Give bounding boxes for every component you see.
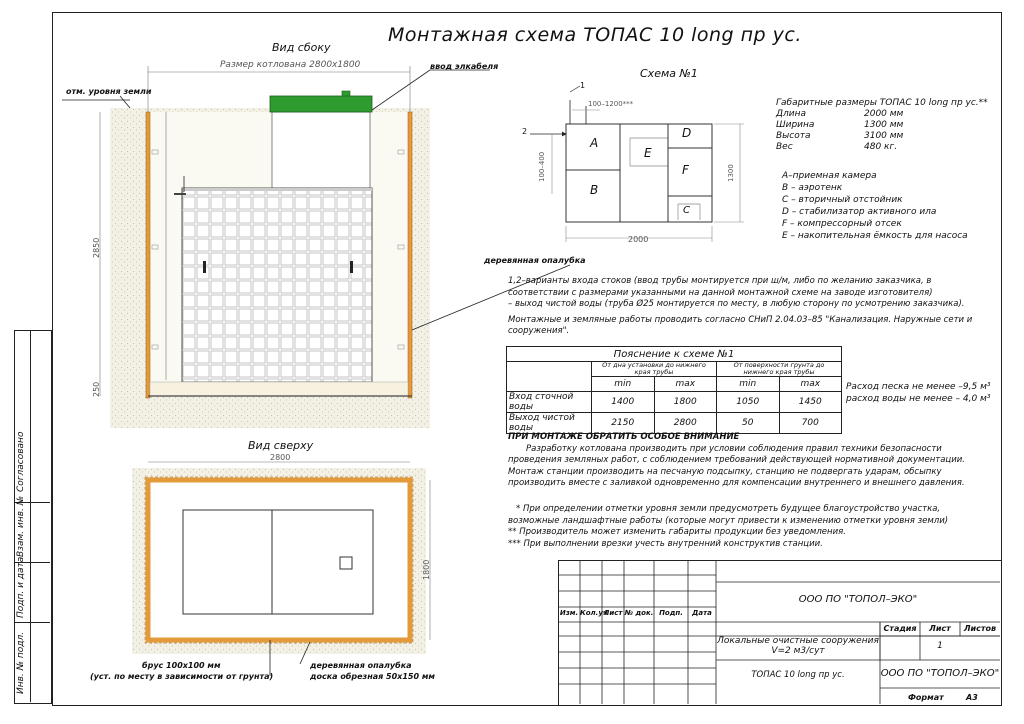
zone-d: D	[682, 126, 692, 140]
legend-item: D – стабилизатор активного ила	[782, 207, 937, 217]
stamp-sheet-label: Лист	[929, 624, 951, 633]
sign-date-label: Подп. и дата	[16, 556, 26, 618]
scheme-dim-100-400: 100–400	[538, 151, 546, 182]
sand-bed	[150, 382, 408, 396]
scheme-dim-2000: 2000	[628, 235, 649, 244]
dimensions-block: Габаритные размеры ТОПАС 10 long пр ус.** Длина 2000 мм Ширина 1300 мм Высота 3100 мм Вес 480 кг.	[776, 98, 988, 152]
formwork-right	[408, 112, 412, 398]
notes: 1,2–варианты входа стоков (ввод трубы монтируется при ш/м, либо по желанию заказчика, в соответствии с размерами указанными на данной монтажной схеме на заводе изготовителя) – выход чистой воды (труба Ø25 монтируется по месту, в любую сторону по усмотрению заказчика). Монтажные и земляные работы проводить согласно СНиП 2.04.03–85 "Канализация. Наружные сети и сооружения".	[508, 276, 973, 336]
legend-item: B – аэротенк	[782, 183, 843, 193]
legend	[782, 170, 968, 242]
legend-item: C – вторичный отстойник	[782, 195, 903, 205]
scheme-label-2: 2	[522, 127, 528, 136]
dim-250-label: 250	[92, 381, 101, 397]
zone-a: A	[590, 136, 599, 150]
tank-neck	[272, 112, 370, 188]
format-label: Формат	[908, 693, 944, 702]
legend-item: E – накопительная ёмкость для насоса	[782, 231, 968, 241]
zone-e: E	[644, 146, 652, 160]
scheme-dim-100-1200: 100–1200***	[588, 100, 634, 108]
stamp-stage-label: Стадия	[883, 624, 917, 633]
explanation-table: Пояснение к схеме №1 От дна установки до нижнего края трубы От поверхности грунта до нижнего края трубы min max min max Вход сточной воды 1400 1800 1050 1450 Выход чистой воды 2150 2800 50 700	[506, 346, 842, 434]
stamp-product: ТОПАС 10 long пр ус.	[751, 670, 845, 680]
attention-block: ПРИ МОНТАЖЕ ОБРАТИТЬ ОСОБОЕ ВНИМАНИЕ Разработку котлована производить при условии соблюдения правил техники безопасности проведения земляных работ, с соблюдением требований действующей нормативной документации. Монтаж станции производить на песчаную подсыпку, станцию не подвергать ударам, обсыпку производить вместе с заливкой одновременно для компенсации внутреннего и внешнего давления.	[508, 432, 965, 488]
stamp-sheet-num: 1	[937, 641, 943, 651]
legend-item: F – компрессорный отсек	[782, 219, 902, 229]
table-caption: Пояснение к схеме №1	[507, 347, 842, 362]
stamp-col-headers: Изм. Кол.уч Лист № док. Подп. Дата	[559, 609, 712, 617]
inv-orig-label: Инв. № подл.	[16, 631, 26, 694]
col1-header: От дна установки до нижнего края трубы	[592, 362, 717, 377]
table-row: Выход чистой воды 2150 2800 50 700	[507, 413, 842, 434]
formwork-label: деревянная опалубка	[484, 256, 586, 265]
top-dim-1800-label: 1800	[422, 559, 431, 580]
top-formwork-label: деревянная опалубка доска обрезная 50х150 мм	[310, 661, 435, 681]
zone-b: B	[590, 183, 599, 197]
cable-entry-label: ввод элкабеля	[430, 62, 499, 71]
ground-level-label: отм. уровня земли	[66, 87, 152, 96]
col2-header: От поверхности грунта до нижнего края трубы	[717, 362, 842, 377]
beam-label: брус 100х100 мм (уст. по месту в зависимости от грунта)	[90, 661, 274, 681]
legend-item: A–приемная камера	[782, 171, 877, 181]
replace-inv-label: Взам. инв. №	[16, 495, 26, 557]
format-value: А3	[966, 693, 978, 702]
tank-body	[182, 188, 372, 382]
formwork-left	[146, 112, 150, 398]
stamp-company-2: ООО ПО "ТОПОЛ–ЭКО"	[880, 668, 1000, 679]
stamp-doc-name: Локальные очистные сооружения V=2 м3/сут	[717, 636, 879, 656]
tank-lid	[270, 96, 372, 112]
consumption: Расход песка не менее –9,5 м³ расход воды не менее – 4,0 м³	[846, 382, 991, 404]
agreed-label: Согласовано	[16, 431, 26, 492]
scheme-label-1: 1	[580, 81, 586, 90]
stamp-sheets-label: Листов	[963, 624, 997, 633]
stamp-company: ООО ПО "ТОПОЛ–ЭКО"	[798, 594, 918, 605]
top-view-heading: Вид сверху	[248, 439, 314, 452]
zone-f: F	[682, 163, 689, 177]
footnotes: * При определении отметки уровня земли предусмотреть будущее благоустройство участка, возможные ландшафтные работы (которые могут привести к изменению отметки уровня земли) ** Производитель может изменить габариты продукции без уведомления. *** При выполнении врезки учесть внутренний конструктив станции.	[508, 504, 949, 549]
dim-2850-label: 2850	[92, 237, 101, 258]
scheme1-heading: Схема №1	[640, 67, 698, 80]
page-title: Монтажная схема ТОПАС 10 long пр ус.	[388, 24, 802, 46]
zone-c: C	[683, 205, 690, 216]
top-dim-2800-label: 2800	[270, 453, 291, 462]
table-row: Вход сточной воды 1400 1800 1050 1450	[507, 392, 842, 413]
side-view-heading: Вид сбоку	[272, 41, 331, 54]
pit-size-label: Размер котлована 2800х1800	[220, 60, 361, 70]
scheme-dim-1300: 1300	[727, 164, 735, 182]
